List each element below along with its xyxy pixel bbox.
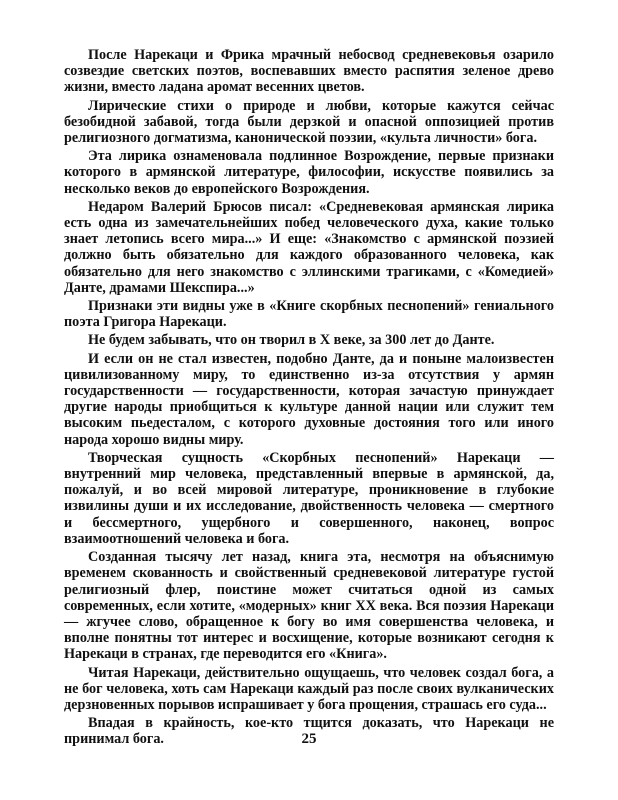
paragraph: После Нарекаци и Фрика мрачный небосвод средневековья озарило созвездие светских поэтов, воспевавших вместо распятия зеленое древо жизни, вместо ладана аромат весенних цветов.: [64, 47, 554, 96]
paragraph: Читая Нарекаци, действительно ощущаешь, что человек создал бога, а не бог человека, хоть сам Нарекаци каждый раз после своих вулканических дерзновенных порывов испрашивает у бога прощения, страшась его суда...: [64, 664, 554, 713]
body-text: [64, 47, 554, 750]
paragraph: Недаром Валерий Брюсов писал: «Средневековая армянская лирика есть одна из замечательнейших побед человеческого духа, какие только знает летопись всего мира...» И еще: «Знакомство с армянской поэзией должно быть обязательно для каждого образованного человека, как обязательно для него знакомство с эллинскими трагиками, с «Комедией» Данте, драмами Шекспира...»: [64, 198, 554, 296]
paragraph: Признаки эти видны уже в «Книге скорбных песнопений» гениального поэта Григора Нарекаци.: [64, 298, 554, 331]
paragraph: Созданная тысячу лет назад, книга эта, несмотря на объяснимую временем скованность и свойственный средневековой литературе густой религиозный флер, поистине может считаться одной из самых современных, если хотите, «модерных» книг XX века. Вся поэзия Нарекаци — жгучее слово, обращенное к богу во имя совершенства человека, и вполне понятны тот интерес и восхищение, которые возникают сегодня к Нарекаци в странах, где переводится его «Книга».: [64, 549, 554, 663]
paragraph: Впадая в крайность, кое-кто тщится доказать, что Нарекаци не принимал бога.: [64, 715, 554, 748]
paragraph: Творческая сущность «Скорбных песнопений» Нарекаци — внутренний мир человека, представленный впервые в армянской, да, пожалуй, и во всей мировой литературе, проникновение в глубокие извилины души и их исследование, двойственность человека — смертного и бессмертного, ущербного и совершенного, наконец, вопрос взаимоотношений человека и бога.: [64, 449, 554, 547]
paragraph: Не будем забывать, что он творил в X веке, за 300 лет до Данте.: [88, 332, 495, 349]
paragraph: Лирические стихи о природе и любви, которые кажутся сейчас безобидной забавой, тогда были дерзкой и опасной оппозицией против религиозного догматизма, канонической поэзии, «культа личности» бога.: [64, 97, 554, 147]
page-number: 25: [301, 731, 317, 747]
paragraph: Эта лирика ознаменовала подлинное Возрождение, первые признаки которого в армянской литературе, философии, искусстве появились за несколько веков до европейского Возрождения.: [64, 148, 554, 197]
paragraph: И если он не стал известен, подобно Данте, да и поныне малоизвестен цивилизованному миру, то единственно из-за отсутствия у армян государственности — государственности, которая зачастую принуждает другие народы приобщиться к культуре данной нации или служит тем высоким пьедесталом, с которого духовные достояния того или иного народа хорошо видны миру.: [64, 350, 554, 448]
